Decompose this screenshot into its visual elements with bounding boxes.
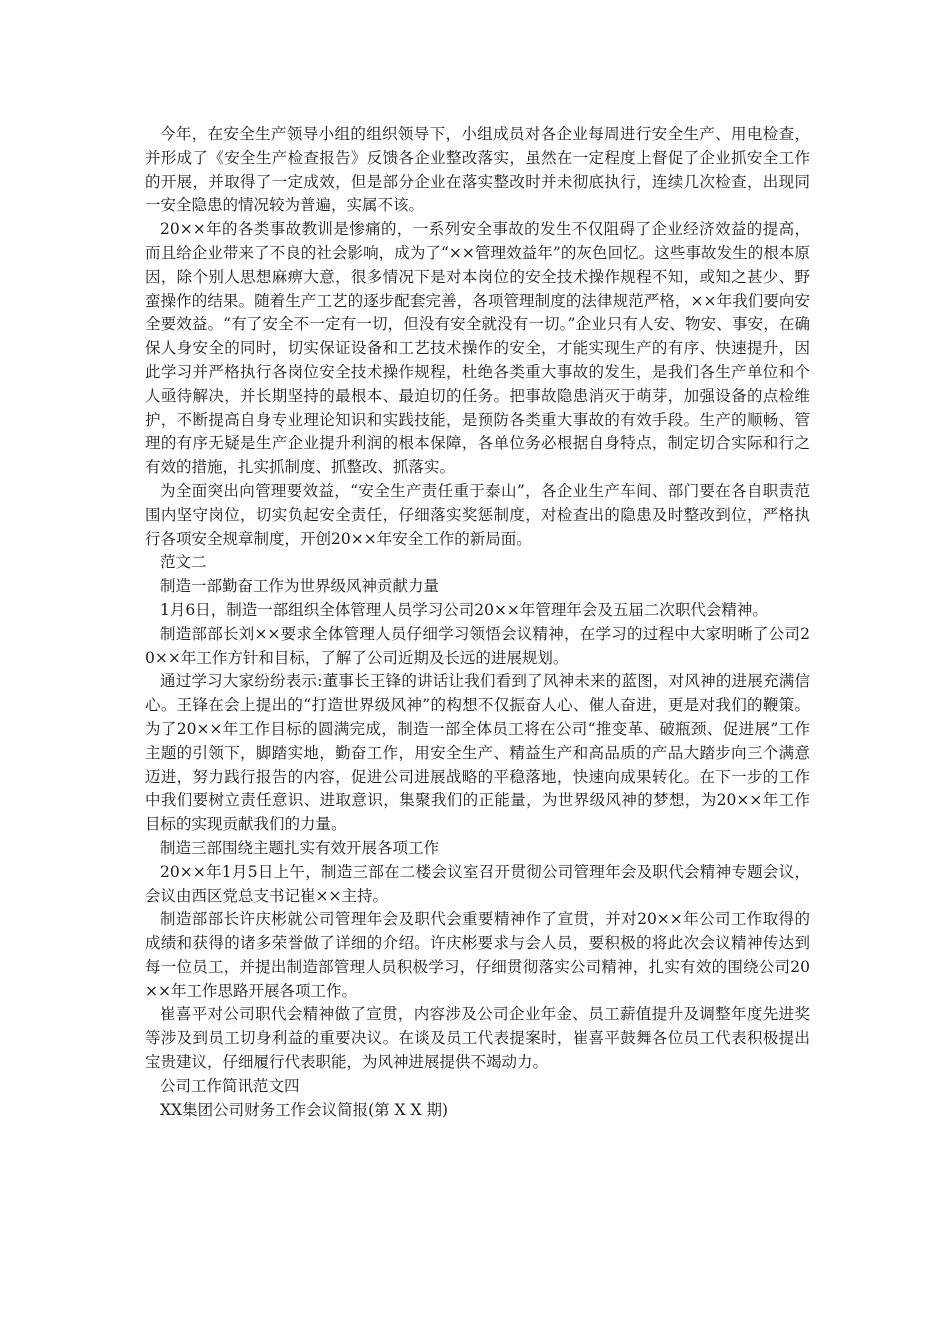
bulletin-title-finance-meeting: XX集团公司财务工作会议简报(第 X X 期) — [160, 1100, 449, 1119]
paragraph-safety-inspection: 今年，在安全生产领导小组的组织领导下，小组成员对各企业每周进行安全生产、用电检查，并形成了《安全生产检查报告》反馈各企业整改落实，虽然在一定程度上督促了企业抓安全工作的开展，并取得了一定成效，但是部分企业在落实整改时并未彻底执行，连续几次检查，出现同一安全隐患的情况较为普遍，实属不该。 — [145, 125, 810, 215]
paragraph-management-efficiency: 为全面突出向管理要效益，“安全生产责任重于泰山”，各企业生产车间、部门要在各自职责范围内坚守岗位，切实负起安全责任，仔细落实奖惩制度，对检查出的隐患及时整改到位，严格执行各项安全规章制度，开创20××年安全工作的新局面。 — [145, 481, 810, 548]
paragraph-cui-xiping: 崔喜平对公司职代会精神做了宣贯，内容涉及公司企业年金、员工薪值提升及调整年度先进奖等涉及到员工切身利益的重要决议。在谈及员工代表提案时，崔喜平鼓舞各位员工代表积极提出宝贵建议，仔细履行代表职能，为风神进展提供不竭动力。 — [145, 1005, 810, 1072]
paragraph-jan6-study: 1月6日，制造一部组织全体管理人员学习公司20××年管理年会及五届二次职代会精神。 — [160, 600, 768, 619]
paragraph-accident-lessons: 20××年的各类事故教训是惨痛的，一系列安全事故的发生不仅阻碍了企业经济效益的提高，而且给企业带来了不良的社会影响，成为了“××管理效益年”的灰色回忆。这些事故发生的根本原因，除个别人思想麻痹大意，很多情况下是对本岗位的安全技术操作规程不知，或知之甚少、野蛮操作的结果。随着生产工艺的逐步配套完善，各项管理制度的法律规范严格，××年我们要向安全要效益。“有了安全不一定有一切，但没有安全就没有一切。”企业只有人安、物安、事安，在确保人身安全的同时，切实保证设备和工艺技术操作的安全，才能实现生产的有序、快速提升，因此学习并严格执行各岗位安全技术操作规程，杜绝各类重大事故的发生，是我们各生产单位和个人亟待解决，并长期坚持的最根本、最迫切的任务。把事故隐患消灭于萌芽，加强设备的点检维护，不断提高自身专业理论知识和实践技能，是预防各类重大事故的有效手段。生产的顺畅、管理的有序无疑是生产企业提升利润的根本保障，各单位务必根据自身特点，制定切合实际和行之有效的措施，扎实抓制度、抓整改、抓落实。 — [145, 220, 810, 477]
article-title-manufacturing-three: 制造三部围绕主题扎实有效开展各项工作 — [160, 838, 440, 857]
paragraph-director-xu: 制造部部长许庆彬就公司管理年会及职代会重要精神作了宣贯，并对20××年公司工作取得的成绩和获得的诸多荣誉做了详细的介绍。许庆彬要求与会人员，要积极的将此次会议精神传达到每一位员工，并提出制造部管理人员积极学习，仔细贯彻落实公司精神，扎实有效的围绕公司20××年工作思路开展各项工作。 — [145, 910, 810, 1000]
section-title-example-two: 范文二 — [160, 553, 207, 572]
article-title-manufacturing-one: 制造一部勤奋工作为世界级风神贡献力量 — [160, 577, 440, 596]
document-body — [145, 123, 810, 1122]
paragraph-jan5-meeting: 20××年1月5日上午，制造三部在二楼会议室召开贯彻公司管理年会及职代会精神专题会议，会议由西区党总支书记崔××主持。 — [145, 862, 810, 905]
section-title-example-four: 公司工作简讯范文四 — [160, 1076, 300, 1095]
paragraph-study-feedback: 通过学习大家纷纷表示:董事长王锋的讲话让我们看到了风神未来的蓝图，对风神的进展充满信心。王锋在会上提出的“打造世界级风神”的构想不仅振奋人心、催人奋进，更是对我们的鞭策。为了20××年工作目标的圆满完成，制造一部全体员工将在公司“推变革、破瓶颈、促进展”工作主题的引领下，脚踏实地，勤奋工作，用安全生产、精益生产和高品质的产品大踏步向三个满意迈进，努力践行报告的内容，促进公司进展战略的平稳落地，快速向成果转化。在下一步的工作中我们要树立责任意识、进取意识，集聚我们的正能量，为世界级风神的梦想，为20××年工作目标的实现贡献我们的力量。 — [145, 672, 810, 834]
paragraph-director-liu: 制造部部长刘××要求全体管理人员仔细学习领悟会议精神，在学习的过程中大家明晰了公司20××年工作方针和目标，了解了公司近期及长远的进展规划。 — [145, 624, 810, 667]
